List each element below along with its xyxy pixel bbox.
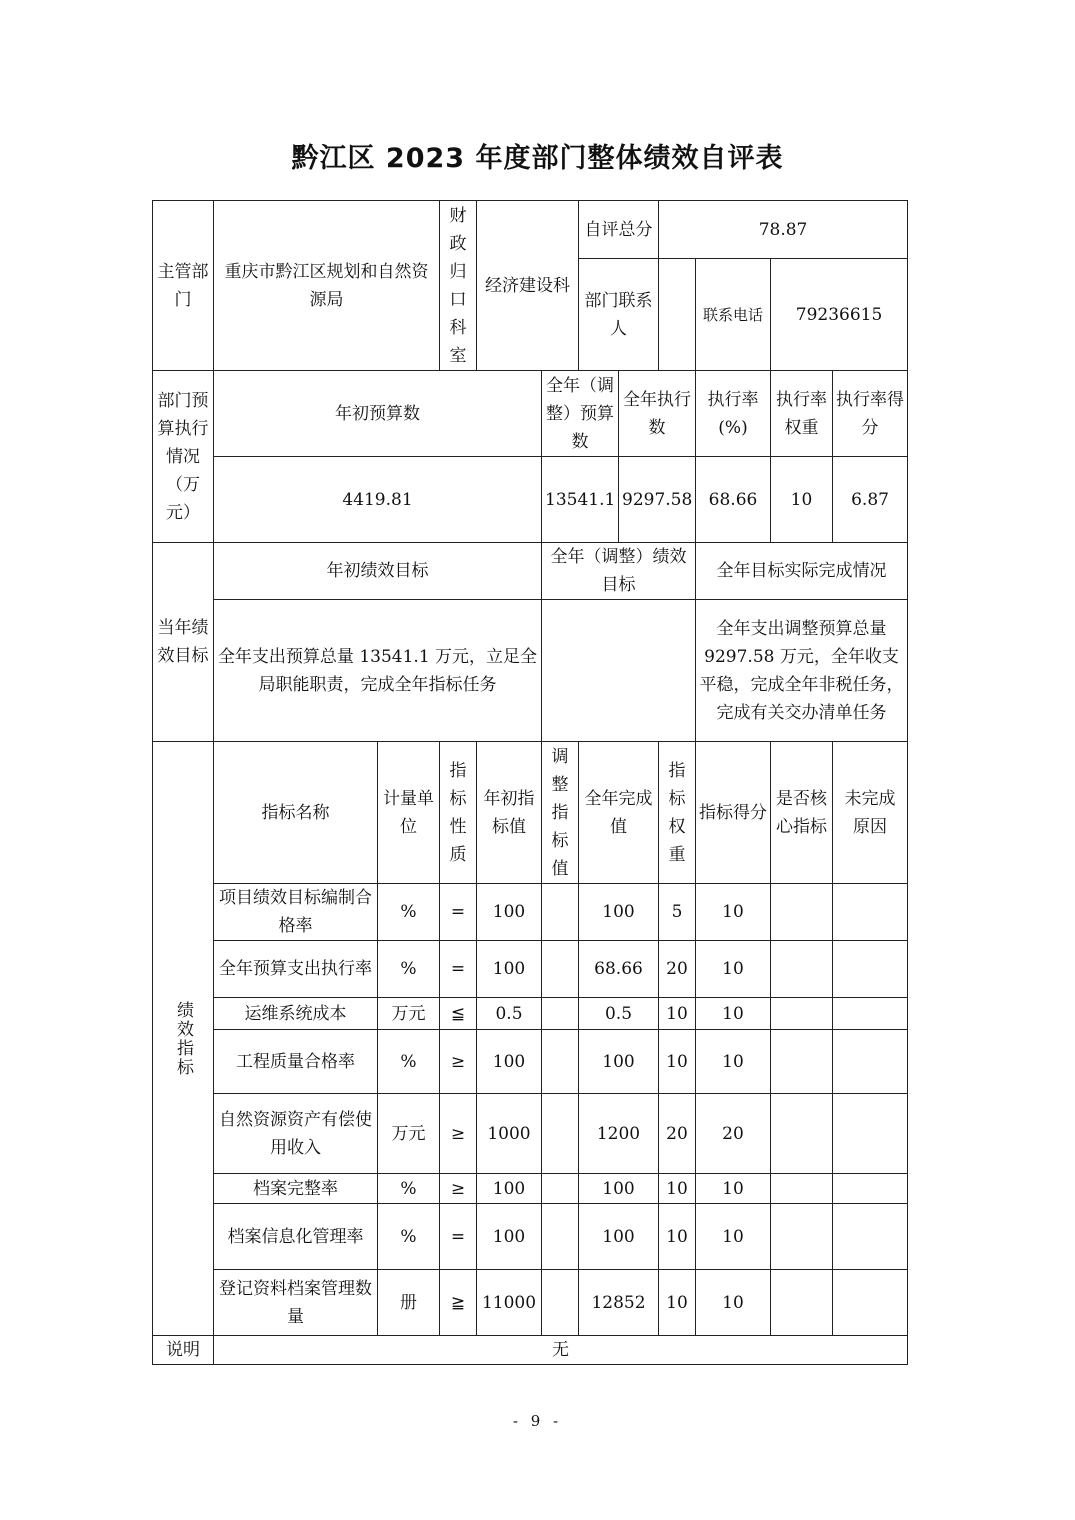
- indicator-reason-cell: [833, 1174, 908, 1204]
- indicator-nature-cell: ≦: [440, 998, 477, 1030]
- indicator-actual-cell: 100: [579, 1174, 659, 1204]
- indicator-name-cell: 工程质量合格率: [214, 1030, 378, 1094]
- page-title: 黔江区 2023 年度部门整体绩效自评表: [291, 143, 784, 174]
- indicator-nature-cell: ≧: [440, 1270, 477, 1336]
- indicator-adjusted-cell: [542, 941, 579, 998]
- budget-initial-value: 4419.81: [214, 457, 542, 543]
- finance-value: 经济建设科: [477, 201, 579, 371]
- indicator-row: [153, 998, 908, 1030]
- indicator-actual-cell: 1200: [579, 1094, 659, 1174]
- indicator-row: [153, 1174, 908, 1204]
- indicator-row: [153, 1270, 908, 1336]
- indicator-score-cell: 10: [696, 1270, 771, 1336]
- indicator-name-cell: 运维系统成本: [214, 998, 378, 1030]
- indicator-nature-cell: ≥: [440, 1094, 477, 1174]
- phone-value: 79236615: [771, 259, 908, 371]
- indicator-reason-cell: [833, 1204, 908, 1270]
- indicator-initial-cell: 1000: [477, 1094, 542, 1174]
- indicator-row: [153, 1030, 908, 1094]
- finance-label: 财政归口科室: [440, 201, 477, 371]
- indicator-row: [153, 1204, 908, 1270]
- goals-actual-text: 全年支出调整预算总量 9297.58 万元，全年收支平稳，完成全年非税任务，完成有关交办清单任务: [696, 600, 908, 742]
- indicator-initial-cell: 100: [477, 884, 542, 941]
- budget-col-adjusted: 全年（调整）预算数: [542, 371, 619, 457]
- indicator-core-cell: [771, 884, 833, 941]
- goals-col-actual: 全年目标实际完成情况: [696, 543, 908, 600]
- ind-h-name: 指标名称: [214, 742, 378, 884]
- indicator-adjusted-cell: [542, 1094, 579, 1174]
- budget-col-weight: 执行率权重: [771, 371, 833, 457]
- indicator-unit-cell: %: [378, 1030, 440, 1094]
- indicator-unit-cell: 册: [378, 1270, 440, 1336]
- dept-label: 主管部门: [153, 201, 214, 371]
- indicator-actual-cell: 100: [579, 884, 659, 941]
- indicator-row: [153, 941, 908, 998]
- indicator-name-cell: 自然资源资产有偿使用收入: [214, 1094, 378, 1174]
- indicator-nature-cell: =: [440, 1204, 477, 1270]
- indicator-initial-cell: 100: [477, 1174, 542, 1204]
- indicator-weight-cell: 10: [659, 998, 696, 1030]
- indicator-adjusted-cell: [542, 884, 579, 941]
- indicator-nature-cell: =: [440, 941, 477, 998]
- page-number: - 9 -: [512, 1412, 563, 1430]
- phone-label: 联系电话: [696, 259, 771, 371]
- budget-executed-value: 9297.58: [619, 457, 696, 543]
- goals-col-initial: 年初绩效目标: [214, 543, 542, 600]
- indicator-actual-cell: 100: [579, 1030, 659, 1094]
- ind-h-nature: 指标性质: [440, 742, 477, 884]
- indicator-score-cell: 10: [696, 998, 771, 1030]
- indicator-weight-cell: 10: [659, 1204, 696, 1270]
- indicator-initial-cell: 100: [477, 1030, 542, 1094]
- indicator-nature-cell: ≥: [440, 1030, 477, 1094]
- indicator-score-cell: 10: [696, 1204, 771, 1270]
- indicator-actual-cell: 100: [579, 1204, 659, 1270]
- indicator-reason-cell: [833, 1270, 908, 1336]
- contact-value: [659, 259, 696, 371]
- indicator-name-cell: 全年预算支出执行率: [214, 941, 378, 998]
- budget-adjusted-value: 13541.1: [542, 457, 619, 543]
- indicator-weight-cell: 20: [659, 941, 696, 998]
- budget-col-rate-cell: 执行率(%): [696, 371, 771, 457]
- indicator-actual-cell: 0.5: [579, 998, 659, 1030]
- goals-col-adjusted: 全年（调整）绩效目标: [542, 543, 696, 600]
- indicator-unit-cell: 万元: [378, 998, 440, 1030]
- indicator-name-cell: 登记资料档案管理数量: [214, 1270, 378, 1336]
- indicator-core-cell: [771, 1030, 833, 1094]
- indicator-adjusted-cell: [542, 1270, 579, 1336]
- indicator-core-cell: [771, 998, 833, 1030]
- indicator-row: [153, 884, 908, 941]
- indicator-unit-cell: %: [378, 1174, 440, 1204]
- ind-h-core: 是否核心指标: [771, 742, 833, 884]
- indicator-row: [153, 1094, 908, 1174]
- indicator-weight-cell: 10: [659, 1030, 696, 1094]
- goals-adjusted-text: [542, 600, 696, 742]
- indicator-initial-cell: 11000: [477, 1270, 542, 1336]
- note-label: 说明: [153, 1336, 214, 1365]
- indicator-unit-cell: %: [378, 941, 440, 998]
- indicator-score-cell: 10: [696, 884, 771, 941]
- indicator-score-cell: 10: [696, 1174, 771, 1204]
- indicator-core-cell: [771, 941, 833, 998]
- indicator-adjusted-cell: [542, 1174, 579, 1204]
- indicator-score-cell: 10: [696, 941, 771, 998]
- indicator-score-cell: 20: [696, 1094, 771, 1174]
- note-value: 无: [214, 1336, 908, 1365]
- indicator-weight-cell: 10: [659, 1174, 696, 1204]
- contact-label: 部门联系人: [579, 259, 659, 371]
- indicator-adjusted-cell: [542, 1030, 579, 1094]
- indicator-initial-cell: 100: [477, 941, 542, 998]
- indicator-core-cell: [771, 1174, 833, 1204]
- ind-h-actual: 全年完成值: [579, 742, 659, 884]
- indicator-initial-cell: 100: [477, 1204, 542, 1270]
- indicator-reason-cell: [833, 998, 908, 1030]
- budget-col-score: 执行率得分: [833, 371, 908, 457]
- self-score-label: 自评总分: [579, 201, 659, 259]
- indicator-reason-cell: [833, 941, 908, 998]
- indicator-weight-cell: 20: [659, 1094, 696, 1174]
- indicator-weight-cell: 5: [659, 884, 696, 941]
- ind-h-reason: 未完成 原因: [833, 742, 908, 884]
- indicators-section-label: 绩效指标: [153, 742, 214, 1336]
- indicator-name-cell: 项目绩效目标编制合格率: [214, 884, 378, 941]
- indicator-initial-cell: 0.5: [477, 998, 542, 1030]
- indicator-reason-cell: [833, 1094, 908, 1174]
- performance-self-evaluation-table: [152, 200, 908, 1365]
- ind-h-score: 指标得分: [696, 742, 771, 884]
- indicator-name-cell: 档案信息化管理率: [214, 1204, 378, 1270]
- ind-h-unit: 计量单位: [378, 742, 440, 884]
- indicator-adjusted-cell: [542, 1204, 579, 1270]
- indicator-unit-cell: %: [378, 1204, 440, 1270]
- budget-rate-value: 68.66: [696, 457, 771, 543]
- indicator-weight-cell: 10: [659, 1270, 696, 1336]
- indicator-adjusted-cell: [542, 998, 579, 1030]
- indicator-nature-cell: =: [440, 884, 477, 941]
- indicator-reason-cell: [833, 1030, 908, 1094]
- ind-h-initial: 年初指标值: [477, 742, 542, 884]
- indicator-core-cell: [771, 1204, 833, 1270]
- self-score-value: 78.87: [659, 201, 908, 259]
- indicator-score-cell: 10: [696, 1030, 771, 1094]
- goals-initial-text: 全年支出预算总量 13541.1 万元，立足全局职能职责，完成全年指标任务: [214, 600, 542, 742]
- indicator-core-cell: [771, 1094, 833, 1174]
- budget-col-initial: 年初预算数: [214, 371, 542, 457]
- indicator-reason-cell: [833, 884, 908, 941]
- dept-value: 重庆市黔江区规划和自然资源局: [214, 201, 440, 371]
- budget-weight-value: 10: [771, 457, 833, 543]
- ind-h-weight: 指标权重: [659, 742, 696, 884]
- indicator-unit-cell: %: [378, 884, 440, 941]
- indicator-actual-cell: 68.66: [579, 941, 659, 998]
- indicator-core-cell: [771, 1270, 833, 1336]
- budget-section-label: 部门预算执行情况（万元）: [153, 371, 214, 543]
- budget-col-executed: 全年执行数: [619, 371, 696, 457]
- budget-score-value: 6.87: [833, 457, 908, 543]
- indicator-name-cell: 档案完整率: [214, 1174, 378, 1204]
- indicator-nature-cell: ≥: [440, 1174, 477, 1204]
- indicator-actual-cell: 12852: [579, 1270, 659, 1336]
- goals-section-label: 当年绩效目标: [153, 543, 214, 742]
- ind-h-adjusted: 调整指标值: [542, 742, 579, 884]
- indicator-unit-cell: 万元: [378, 1094, 440, 1174]
